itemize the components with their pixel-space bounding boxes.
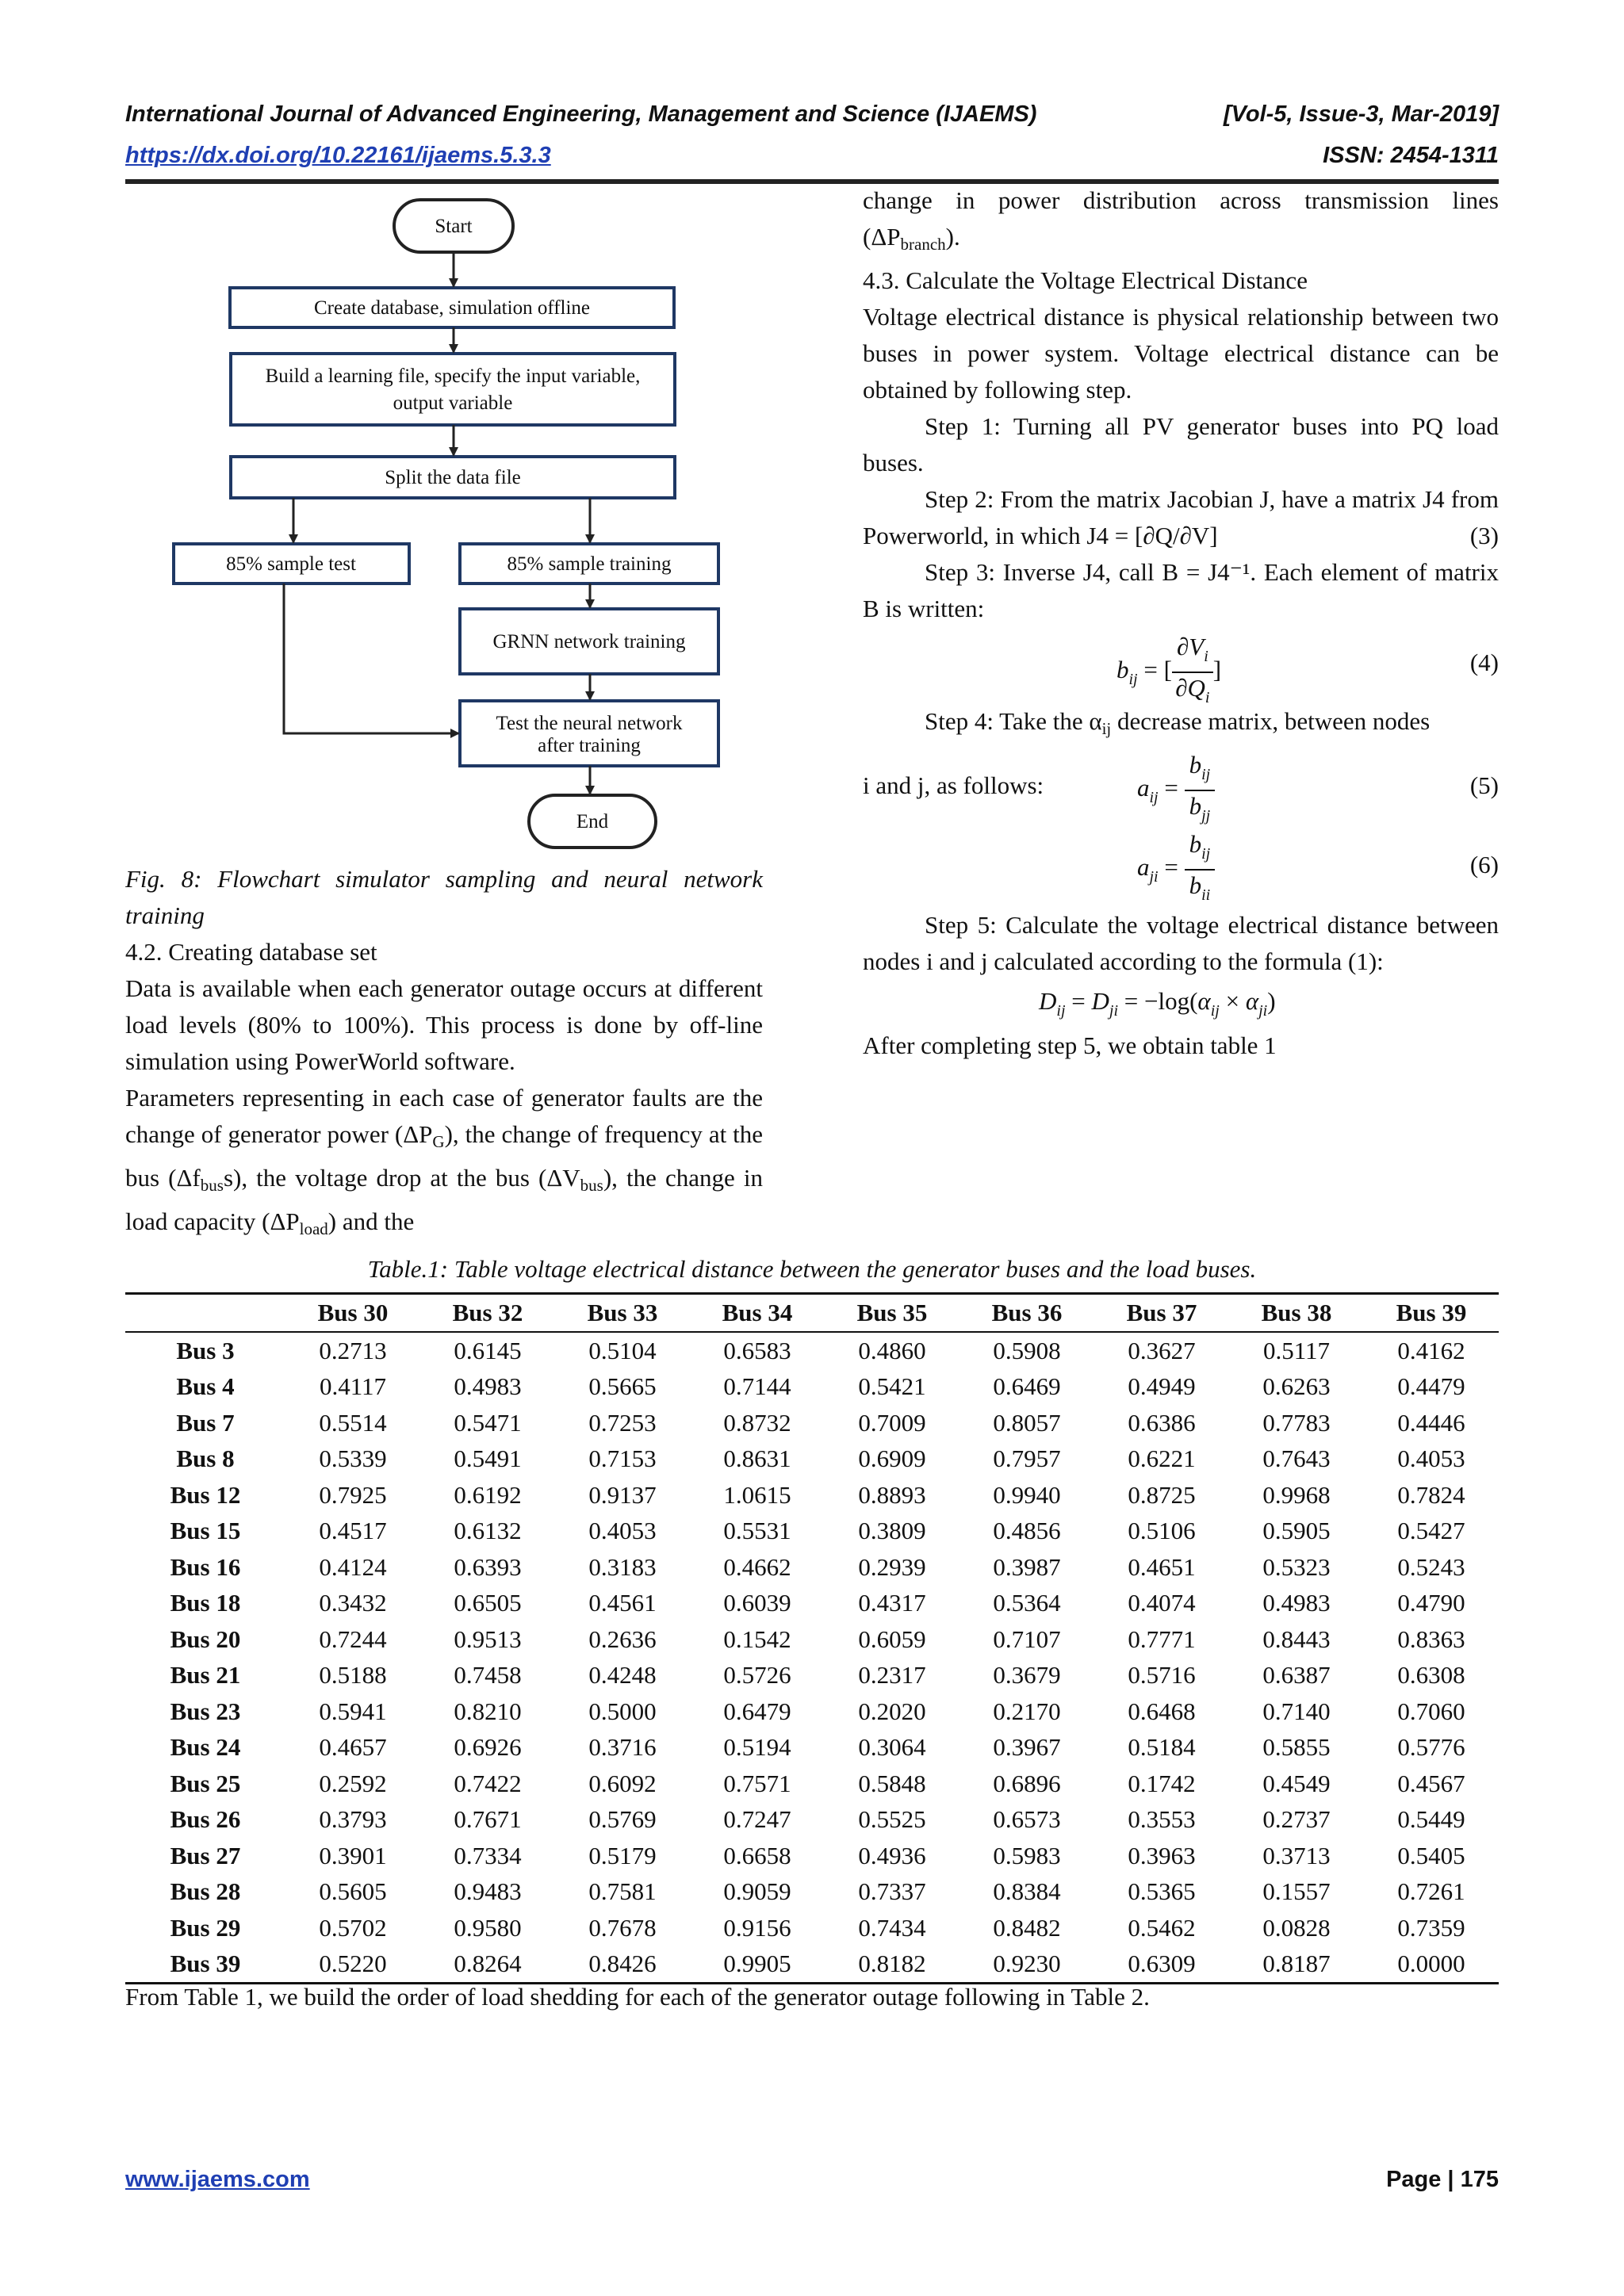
row-header: Bus 3 (176, 1336, 235, 1364)
row-header: Bus 12 (170, 1480, 241, 1509)
table-cell: 0.7771 (1128, 1624, 1196, 1653)
row-header: Bus 7 (176, 1408, 235, 1437)
journal-title: International Journal of Advanced Engineering, Management and Science (IJAEMS) (125, 101, 1037, 127)
table-cell: 0.5726 (723, 1661, 791, 1689)
table-cell: 0.4936 (858, 1841, 926, 1869)
table-cell: 0.4657 (319, 1733, 387, 1762)
table-cell: 0.6263 (1262, 1372, 1331, 1401)
table-cell: 0.8384 (993, 1877, 1061, 1906)
table-cell: 0.6573 (993, 1805, 1061, 1834)
table-cell: 0.5427 (1397, 1517, 1465, 1545)
table-cell: 0.7140 (1262, 1697, 1331, 1725)
table-header-row (125, 1294, 1499, 1333)
table-cell: 0.1542 (723, 1624, 791, 1653)
table-cell: 0.2939 (858, 1552, 926, 1581)
table-cell: 0.4479 (1397, 1372, 1465, 1401)
table-cell: 0.5106 (1128, 1517, 1196, 1545)
table-cell: 0.0000 (1364, 1946, 1499, 1984)
table-cell: 0.7581 (588, 1877, 657, 1906)
column-header: Bus 34 (690, 1294, 825, 1333)
row-header: Bus 15 (170, 1517, 241, 1545)
table-cell: 0.5179 (588, 1841, 657, 1869)
table-cell: 0.3183 (588, 1552, 657, 1581)
table-cell: 0.3963 (1128, 1841, 1196, 1869)
table-cell: 0.5514 (319, 1408, 387, 1437)
table-row (125, 1586, 1499, 1622)
table-cell: 0.5471 (454, 1408, 522, 1437)
table-cell: 0.4860 (858, 1336, 926, 1364)
flow-testnn-label-1: Test the neural network (496, 713, 683, 734)
table-cell: 0.6059 (858, 1624, 926, 1653)
table-cell: 0.7253 (588, 1408, 657, 1437)
table-cell: 0.5983 (993, 1841, 1061, 1869)
table-cell: 0.6221 (1128, 1445, 1196, 1473)
table-cell: 0.5908 (993, 1336, 1061, 1364)
after-step-5: After completing step 5, we obtain table 1 (863, 1031, 1277, 1059)
table-cell: 0.3987 (993, 1552, 1061, 1581)
table-cell: 0.5421 (858, 1372, 926, 1401)
table-cell: 0.3627 (1128, 1336, 1196, 1364)
table-cell: 0.7144 (723, 1372, 791, 1401)
page-number: Page | 175 (1386, 2167, 1499, 2192)
flow-train-label: 85% sample training (507, 553, 672, 575)
column-header: Bus 30 (285, 1294, 420, 1333)
left-paragraph-2: Parameters representing in each case of generator faults are the change of generator power $(\Delta P_G)$, the change of frequency at the bus $(\Delta f_{bus}s)$, the voltage drop at the bus $(\Delta V_{bus})$, the change in load capacity $(\Delta P_{load})$ and the (125, 1084, 764, 1238)
left-paragraph-1: Data is available when each generator outage occurs at different load levels (80% to 100%). This process is done by off-line simulation using PowerWorld software. (125, 974, 763, 1075)
table-cell: 0.2737 (1262, 1805, 1331, 1834)
step-2: Step 2: From the matrix Jacobian J, have a matrix J4 from Powerworld, in which J4 = [∂Q/∂V] (3) (863, 481, 1499, 554)
table-cell: 0.6132 (454, 1517, 522, 1545)
table-cell: 0.6896 (993, 1769, 1061, 1797)
table-cell: 0.5323 (1262, 1552, 1331, 1581)
equation-5: i and j, as follows: $a_{ij}$ = $\frac{b_{ij}}{b_{jj}}$ (5) (863, 751, 1499, 825)
table-cell: 0.8057 (993, 1408, 1061, 1437)
table-cell: 0.8182 (825, 1946, 959, 1984)
flow-end-label: End (576, 811, 609, 832)
table-cell: 0.4053 (1397, 1445, 1465, 1473)
table-cell: 0.1742 (1128, 1769, 1196, 1797)
row-header: Bus 24 (170, 1733, 241, 1762)
table-cell: 0.5364 (993, 1589, 1061, 1617)
table-cell: 0.5716 (1128, 1661, 1196, 1689)
table-cell: 0.5702 (319, 1913, 387, 1942)
table-cell: 0.6926 (454, 1733, 522, 1762)
table-cell: 0.9137 (588, 1480, 657, 1509)
row-header: Bus 23 (170, 1697, 241, 1725)
table-cell: 0.5339 (319, 1445, 387, 1473)
table-cell: 0.5104 (588, 1336, 657, 1364)
row-header: Bus 39 (125, 1946, 285, 1984)
table-cell: 0.7009 (858, 1408, 926, 1437)
right-continuation: change in power distribution across transmission lines $(\Delta P_{branch})$. (863, 186, 1499, 254)
table-cell: 0.9940 (993, 1480, 1061, 1509)
equation-4: $b_{ij}$ = [ $\frac{\partial V_i}{\partial Q_i}$ ] (4) (1116, 633, 1499, 706)
column-header: Bus 38 (1229, 1294, 1364, 1333)
table-cell: 0.5491 (454, 1445, 522, 1473)
table-cell: 0.6309 (1094, 1946, 1229, 1984)
table-cell: 0.7334 (454, 1841, 522, 1869)
right-column (863, 182, 1499, 1064)
table-cell: 0.5462 (1128, 1913, 1196, 1942)
table-cell: 0.4567 (1397, 1769, 1465, 1797)
table-cell: 0.4983 (1262, 1589, 1331, 1617)
table-cell: 0.9513 (454, 1624, 522, 1653)
table-cell: 0.8363 (1397, 1624, 1465, 1653)
arrow-test-testnn (284, 584, 458, 733)
table-cell: 0.3716 (588, 1733, 657, 1762)
table-cell: 0.6468 (1128, 1697, 1196, 1725)
table-cell: 0.3553 (1128, 1805, 1196, 1834)
eq-4-number: (4) (1469, 649, 1499, 676)
table-cell: 0.3713 (1262, 1841, 1331, 1869)
table-cell: 0.7824 (1397, 1480, 1465, 1509)
row-header: Bus 26 (170, 1805, 241, 1834)
row-header: Bus 20 (170, 1624, 241, 1653)
table-cell: 0.4949 (1128, 1372, 1196, 1401)
figure-caption: Fig. 8: Flowchart simulator sampling and neural network training (125, 865, 763, 929)
table-cell: 0.8426 (555, 1946, 690, 1984)
table-cell: 0.4856 (993, 1517, 1061, 1545)
table-row (125, 1802, 1499, 1839)
table-row (125, 1838, 1499, 1874)
table-cell: 0.6393 (454, 1552, 522, 1581)
distance-table (125, 1292, 1499, 1984)
table-cell: 0.7783 (1262, 1408, 1331, 1437)
table-row (125, 1405, 1499, 1441)
table-cell: 0.5365 (1128, 1877, 1196, 1906)
table-cell: 0.8210 (454, 1697, 522, 1725)
table-cell: 0.7060 (1397, 1697, 1465, 1725)
table-corner (125, 1294, 285, 1333)
table-cell: 0.2317 (858, 1661, 926, 1689)
table-cell: 0.4561 (588, 1589, 657, 1617)
table-cell: 0.3679 (993, 1661, 1061, 1689)
table-cell: 0.9059 (723, 1877, 791, 1906)
table-cell: 0.1557 (1262, 1877, 1331, 1906)
flow-testnn-label-2: after training (538, 735, 641, 756)
table-caption: Table.1: Table voltage electrical distance between the generator buses and the load buses. (367, 1255, 1257, 1283)
table-cell: 0.5776 (1397, 1733, 1465, 1762)
table-cell: 0.7678 (588, 1913, 657, 1942)
issn: ISSN: 2454-1311 (1323, 143, 1499, 168)
table-cell: 0.8443 (1262, 1624, 1331, 1653)
table-cell: 0.7458 (454, 1661, 522, 1689)
table-cell: 0.6469 (993, 1372, 1061, 1401)
table-cell: 0.8187 (1229, 1946, 1364, 1984)
table-cell: 0.4248 (588, 1661, 657, 1689)
table-cell: 0.9580 (454, 1913, 522, 1942)
table-cell: 0.4549 (1262, 1769, 1331, 1797)
table-cell: 0.3809 (858, 1517, 926, 1545)
table-cell: 0.6092 (588, 1769, 657, 1797)
table-cell: 0.5184 (1128, 1733, 1196, 1762)
column-header: Bus 36 (959, 1294, 1094, 1333)
table-row (125, 1910, 1499, 1946)
table-cell: 0.6583 (723, 1336, 791, 1364)
table-cell: 0.7957 (993, 1445, 1061, 1473)
table-cell: 0.8631 (723, 1445, 791, 1473)
table-cell: 0.6387 (1262, 1661, 1331, 1689)
table-row (125, 1332, 1499, 1369)
table-cell: 0.5941 (319, 1697, 387, 1725)
table-cell: 0.7571 (723, 1769, 791, 1797)
flow-create-label: Create database, simulation offline (313, 297, 591, 319)
table-cell: 0.8264 (420, 1946, 555, 1984)
equation-distance: $D_{ij} = D_{ji} = -\log(\alpha_{ij} \times \alpha_{ji})$ (1039, 987, 1276, 1020)
flow-grnn-label: GRNN network training (492, 631, 686, 652)
right-paragraph-1: Voltage electrical distance is physical relationship between two buses in power system. Voltage electrical distance can be obtained by following step. (863, 303, 1499, 404)
row-header: Bus 25 (170, 1769, 241, 1797)
table-cell: 0.5188 (319, 1661, 387, 1689)
table-cell: 0.3967 (993, 1733, 1061, 1762)
row-header: Bus 29 (170, 1913, 241, 1942)
table-cell: 0.4651 (1128, 1552, 1196, 1581)
table-row (125, 1477, 1499, 1513)
table-cell: 0.4446 (1397, 1408, 1465, 1437)
site-link[interactable]: www.ijaems.com (125, 2167, 310, 2192)
table-cell: 0.6658 (723, 1841, 791, 1869)
eq-3-number: (3) (1469, 522, 1499, 549)
equation-6: $a_{ji}$ = $\frac{b_{ij}}{b_{ii}}$ (6) (1137, 830, 1499, 904)
row-header: Bus 21 (170, 1661, 241, 1689)
row-header: Bus 18 (170, 1589, 241, 1617)
table-cell: 0.5194 (723, 1733, 791, 1762)
table-cell: 0.4662 (723, 1552, 791, 1581)
table-cell: 0.4074 (1128, 1589, 1196, 1617)
table-cell: 0.8482 (993, 1913, 1061, 1942)
table-row (125, 1441, 1499, 1478)
table-cell: 0.5449 (1397, 1805, 1465, 1834)
table-row (125, 1730, 1499, 1766)
table-row (125, 1766, 1499, 1802)
table-cell: 0.3901 (319, 1841, 387, 1869)
table-cell: 0.5243 (1397, 1552, 1465, 1581)
table-cell: 0.2020 (858, 1697, 926, 1725)
table-cell: 0.5117 (1262, 1336, 1331, 1364)
table-row (125, 1621, 1499, 1658)
table-cell: 0.6192 (454, 1480, 522, 1509)
table-cell: 0.7261 (1397, 1877, 1465, 1906)
table-cell: 0.5905 (1262, 1517, 1331, 1545)
flow-test-label: 85% sample test (226, 553, 356, 575)
table-cell: 0.9156 (723, 1913, 791, 1942)
table-cell: 0.5665 (588, 1372, 657, 1401)
table-cell: 0.5605 (319, 1877, 387, 1906)
table-cell: 0.9905 (690, 1946, 825, 1984)
table-cell: 0.6505 (454, 1589, 522, 1617)
row-header: Bus 4 (176, 1372, 235, 1401)
column-header: Bus 33 (555, 1294, 690, 1333)
table-cell: 0.4790 (1397, 1589, 1465, 1617)
table-cell: 0.9968 (1262, 1480, 1331, 1509)
table-cell: 0.4162 (1397, 1336, 1465, 1364)
table-cell: 0.6479 (723, 1697, 791, 1725)
table-cell: 0.9483 (454, 1877, 522, 1906)
table-cell: 0.4517 (319, 1517, 387, 1545)
table-cell: 0.5531 (723, 1517, 791, 1545)
row-header: Bus 28 (170, 1877, 241, 1906)
table-cell: 0.5848 (858, 1769, 926, 1797)
column-header: Bus 35 (825, 1294, 959, 1333)
table-cell: 0.5405 (1397, 1841, 1465, 1869)
flow-build-label-1: Build a learning file, specify the input variable, (265, 365, 641, 387)
table-cell: 0.3064 (858, 1733, 926, 1762)
doi-link[interactable]: https://dx.doi.org/10.22161/ijaems.5.3.3 (125, 143, 551, 168)
table-cell: 0.4124 (319, 1552, 387, 1581)
table-cell: 0.3432 (319, 1589, 387, 1617)
flow-start-label: Start (435, 216, 473, 237)
table-cell: 0.7247 (723, 1805, 791, 1834)
flowchart (159, 190, 761, 864)
table-cell: 0.2636 (588, 1624, 657, 1653)
column-header: Bus 39 (1364, 1294, 1499, 1333)
column-header: Bus 32 (420, 1294, 555, 1333)
table-cell: 0.6909 (858, 1445, 926, 1473)
table-cell: 0.2713 (319, 1336, 387, 1364)
table-followup: From Table 1, we build the order of load shedding for each of the generator outage following in Table 2. (125, 1983, 1150, 2011)
row-header: Bus 27 (170, 1841, 241, 1869)
left-column (125, 861, 763, 1247)
step-1: Step 1: Turning all PV generator buses into PQ load buses. (863, 412, 1499, 476)
table-cell: 0.3793 (319, 1805, 387, 1834)
table-cell: 0.8893 (858, 1480, 926, 1509)
table-cell: 0.7107 (993, 1624, 1061, 1653)
step-3: Step 3: Inverse J4, call B = J4⁻¹. Each element of matrix B is written: (863, 558, 1499, 622)
table-cell: 0.5000 (588, 1697, 657, 1725)
section-4-3-heading: 4.3. Calculate the Voltage Electrical Distance (863, 266, 1308, 294)
table-cell: 0.7925 (319, 1480, 387, 1509)
table-body (125, 1332, 1499, 1984)
table-cell: 0.5220 (285, 1946, 420, 1984)
table-cell: 0.6039 (723, 1589, 791, 1617)
table-cell: 0.9230 (959, 1946, 1094, 1984)
table-row (125, 1658, 1499, 1694)
table-cell: 0.7434 (858, 1913, 926, 1942)
row-header: Bus 16 (170, 1552, 241, 1581)
table-cell: 0.6145 (454, 1336, 522, 1364)
eq-5-number: (5) (1469, 771, 1499, 799)
table-cell: 0.2592 (319, 1769, 387, 1797)
table-cell: 0.4053 (588, 1517, 657, 1545)
volume-issue: [Vol-5, Issue-3, Mar-2019] (1223, 101, 1499, 127)
table-cell: 0.6386 (1128, 1408, 1196, 1437)
flow-split-label: Split the data file (385, 467, 521, 488)
eq-6-number: (6) (1469, 851, 1499, 878)
table-row (125, 1513, 1499, 1550)
table-cell: 0.7337 (858, 1877, 926, 1906)
table-cell: 0.4983 (454, 1372, 522, 1401)
table-row (125, 1693, 1499, 1730)
flow-build-file (231, 354, 675, 425)
table-cell: 0.2170 (993, 1697, 1061, 1725)
table-cell: 0.7422 (454, 1769, 522, 1797)
table-cell: 0.7671 (454, 1805, 522, 1834)
flow-build-label-2: output variable (393, 392, 513, 414)
table-cell: 0.7153 (588, 1445, 657, 1473)
row-header: Bus 8 (176, 1445, 235, 1473)
table-cell: 0.8732 (723, 1408, 791, 1437)
table-cell: 0.7359 (1397, 1913, 1465, 1942)
table-row (125, 1549, 1499, 1586)
step-4: Step 4: Take the $\alpha_{ij}$ decrease matrix, between nodes (925, 707, 1431, 738)
table-cell: 0.5525 (858, 1805, 926, 1834)
table-cell: 0.4117 (319, 1372, 387, 1401)
table-cell: 0.5855 (1262, 1733, 1331, 1762)
table-row (125, 1369, 1499, 1406)
table-row (125, 1874, 1499, 1911)
table-cell: 0.4317 (858, 1589, 926, 1617)
table-cell: 0.6308 (1397, 1661, 1465, 1689)
table-cell: 0.0828 (1262, 1913, 1331, 1942)
table-cell: 0.7643 (1262, 1445, 1331, 1473)
table-cell: 0.8725 (1128, 1480, 1196, 1509)
table-cell: 1.0615 (723, 1480, 791, 1509)
table-cell: 0.5769 (588, 1805, 657, 1834)
section-4-2-heading: 4.2. Creating database set (125, 938, 377, 966)
table-row (125, 1946, 1499, 1984)
column-header: Bus 37 (1094, 1294, 1229, 1333)
step-5: Step 5: Calculate the voltage electrical distance between nodes i and j calculated according to the formula (1): (863, 911, 1499, 975)
table-cell: 0.7244 (319, 1624, 387, 1653)
